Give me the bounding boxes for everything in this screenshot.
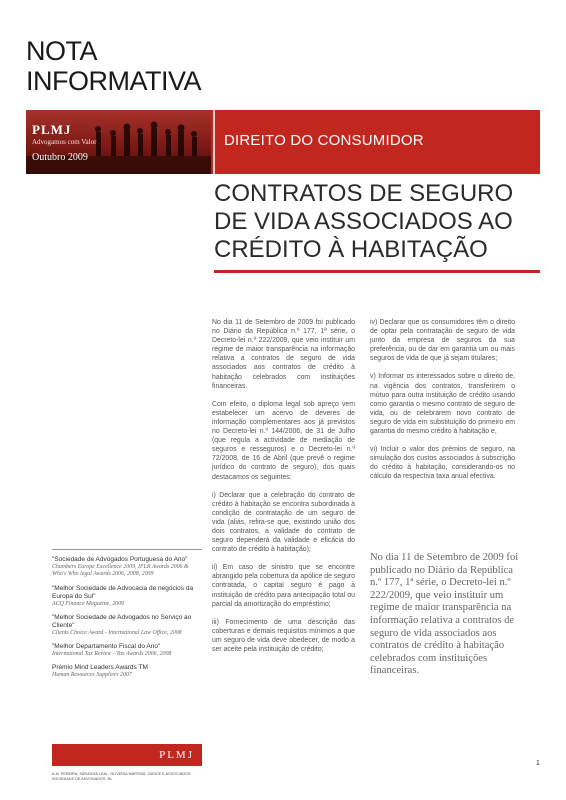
award-item <box>52 614 202 637</box>
award-item <box>52 556 202 579</box>
article-column-1 <box>212 318 355 663</box>
headline-line-1: CONTRATOS DE SEGURO <box>214 180 514 207</box>
paragraph: ii) Em caso de sinistro que se encontre abrangido pela cobertura da apólice de seguro contratada, o capital seguro é pago à instituição de crédito para antecipação total ou parcial da amortização do empréstimo; <box>212 564 355 608</box>
award-source: Chambers Europe Excellence 2009, IFLR Awards 2006 & Who's Who legal Awards 2006, 2008, 2009 <box>52 564 189 578</box>
award-source: International Tax Review - Tax Awards 2006, 2008 <box>52 651 172 658</box>
award-title: "Melhor Departamento Fiscal do Ano" <box>52 643 161 651</box>
paragraph: vi) Incluir o valor dos prémios de seguro, na simulação dos custos associados à subscrição do crédito à habitação, considerando-os no cálculo da respectiva taxa anual efectiva. <box>370 446 515 481</box>
paragraph: iv) Declarar que os consumidores têm o direito de optar pela contratação de seguro de vida junto da empresa de seguros da sua preferência, ou de dar em garantia um ou mais seguros de vida de que já sejam titulares; <box>370 319 515 363</box>
brand-tagline: Advogamos com Valor <box>32 138 97 146</box>
footer-logo: PLMJ <box>159 749 194 761</box>
awards-list <box>52 556 202 686</box>
award-source: ACQ Finance Magazine, 2009 <box>52 600 124 607</box>
title-line-2: INFORMATIVA <box>26 66 201 96</box>
title-line-1: NOTA <box>26 36 97 66</box>
footer-logo-bar <box>52 744 202 766</box>
page-number: 1 <box>536 760 540 767</box>
paragraph: iii) Fornecimento de uma descrição das coberturas e demais requisitos mínimos a que um seguro de vida deve obedecer, de modo a ser aceite pela instituição de crédito; <box>212 618 355 653</box>
award-title: "Sociedade de Advogados Portuguesa do Ano" <box>52 556 188 563</box>
footer-firm-name <box>52 772 212 782</box>
section-banner <box>26 110 540 174</box>
award-source: Clients Choice Award - International Law Office, 2008 <box>52 629 182 636</box>
pull-quote: No dia 11 de Setembro de 2009 foi publicado no Diário da República n.º 177, 1ª série, o Decreto-lei n.º 222/2009, que veio instituir um regime de maior transparência na informação relativa a contratos de seguro de vida associados aos contratos de crédito à habitação celebrados com instituições financeiras. <box>370 552 519 677</box>
banner-photo <box>26 110 211 174</box>
issue-date: Outubro 2009 <box>32 152 88 163</box>
banner-divider <box>213 110 215 174</box>
paragraph: No dia 11 de Setembro de 2009 foi publicado no Diário da República n.º 177, 1ª série, o Decreto-lei n.º 222/2009, que veio instituir um regime de maior transparência na informação relativa a contratos de seguro de vida associados aos contratos de crédito à habitação celebrados com instituições financeiras. <box>212 319 355 390</box>
headline-line-3: CRÉDITO À HABITAÇÃO <box>214 236 488 263</box>
award-item <box>52 664 202 679</box>
award-item <box>52 643 202 658</box>
paragraph: i) Declarar que a celebração do contrato de crédito à habitação se encontra subordinada à condição de contratação de um seguro de vida (aliás, refira-se que, existindo união dos dois contratos, a validade do contrato de seguro dependerá da validade e eficácia do contrato de crédito à habitação); <box>212 491 355 554</box>
brand-logo: PLMJ <box>32 122 72 137</box>
headline-line-2: DE VIDA ASSOCIADOS AO <box>214 208 513 235</box>
section-label: DIREITO DO CONSUMIDOR <box>224 132 424 149</box>
article-headline <box>214 180 534 264</box>
award-item <box>52 585 202 608</box>
award-source: Human Resources Suppliers 2007 <box>52 672 132 679</box>
awards-divider <box>52 549 202 550</box>
paragraph: Com efeito, o diploma legal sob apreço vem estabelecer um acervo de deveres de informação complementares aos já previstos no Decreto-lei n.º 144/2006, de 31 de Julho (que regula a actividade de mediação de seguros e resseguros) e o Decreto-lei n.º 72/2008, de 16 de Abril (que prevê o regime jurídico do contrato de seguro), dos quais destacamos os seguintes: <box>212 400 355 481</box>
award-title: "Melhor Sociedade de Advogados no Serviço ao Cliente" <box>52 613 192 629</box>
award-title: "Melhor Sociedade de Advocacia de negócios da Europa do Sul" <box>52 584 194 600</box>
footer-firm-line: A.M. PEREIRA, SÁRAGGA LEAL, OLIVEIRA MARTINS, JÚDICE E ASSOCIADOS <box>52 772 191 776</box>
paragraph: v) Informar os interessados sobre o direito de, na vigência dos contratos, transferirem o mútuo para outra instituição de crédito usando como garantia o mesmo contrato de seguro de vida, ou de celebrarem novo contrato de seguro de vida em substituição do primeiro em garantia do mesmo crédito à habitação e, <box>370 373 515 436</box>
document-title <box>26 36 201 96</box>
footer-firm-line-2: SOCIEDADE DE ADVOGADOS, RL <box>52 777 113 781</box>
article-column-2 <box>370 318 515 491</box>
award-title: Prémio Mind Leaders Awards TM <box>52 664 148 672</box>
headline-rule <box>214 270 540 273</box>
